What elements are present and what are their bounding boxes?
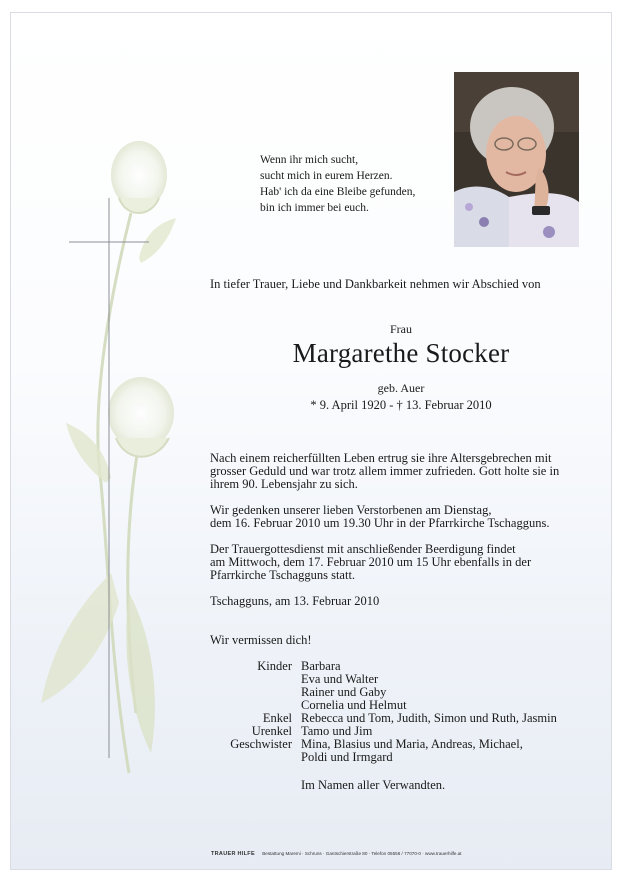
closing-text: Im Namen aller Verwandten.	[301, 778, 446, 792]
family-names: Tamo und Jim	[301, 724, 373, 738]
family-names: Poldi und Irmgard	[301, 750, 393, 764]
family-names: Mina, Blasius und Maria, Andreas, Michael,	[301, 737, 523, 751]
funeral-paragraph	[210, 543, 590, 582]
family-names: Eva und Walter	[301, 672, 379, 686]
paragraph-line: Der Trauergottesdienst mit anschließender Beerdigung findet	[210, 542, 516, 556]
place-date: Tschagguns, am 13. Februar 2010	[210, 594, 380, 608]
paragraph-line: ihrem 90. Lebensjahr zu sich.	[210, 477, 358, 491]
poem-line: bin ich immer bei euch.	[260, 202, 369, 214]
family-names: Barbara	[301, 659, 341, 673]
deceased-name: Margarethe Stocker	[292, 338, 510, 368]
footer	[211, 851, 462, 857]
family-list	[210, 660, 601, 764]
family-names: Rainer und Gaby	[301, 685, 387, 699]
intro-text: In tiefer Trauer, Liebe und Dankbarkeit nehmen wir Abschied von	[210, 277, 541, 291]
paragraph-line: grosser Geduld und war trotz allem immer zufrieden. Gott holte sie in	[210, 464, 560, 478]
family-role: Kinder	[257, 659, 292, 673]
paragraph-line: dem 16. Februar 2010 um 19.30 Uhr in der Pfarrkirche Tschagguns.	[210, 516, 550, 530]
miss-you-text: Wir vermissen dich!	[210, 633, 312, 647]
white-rose-cross-decoration	[11, 13, 211, 869]
family-group-children	[210, 660, 601, 712]
family-names: Rebecca und Tom, Judith, Simon und Ruth, Jasmin	[301, 711, 557, 725]
life-paragraph	[210, 452, 590, 491]
title-prefix: Frau	[390, 322, 412, 336]
family-role: Geschwister	[230, 737, 292, 751]
paragraph-line: Pfarrkirche Tschagguns statt.	[210, 568, 356, 582]
family-role: Enkel	[262, 711, 292, 725]
obituary-card	[10, 12, 612, 870]
paragraph-line: am Mittwoch, dem 17. Februar 2010 um 15 Uhr ebenfalls in der	[210, 555, 532, 569]
poem-line: Hab' ich da eine Bleibe gefunden,	[260, 186, 416, 198]
paragraph-line: Wir gedenken unserer lieben Verstorbenen am Dienstag,	[210, 503, 492, 517]
footer-text: Bestattung Maremi · Schruns · Gantschierstraße 80 · Telefon 05556 / 77070-0 · www.trauerhilfe.at	[262, 851, 462, 856]
footer-brand: TRAUER HILFE	[211, 851, 255, 857]
portrait-photo	[454, 72, 579, 247]
poem-line: sucht mich in eurem Herzen.	[260, 170, 393, 182]
maiden-name: geb. Auer	[377, 381, 425, 395]
paragraph-line: Nach einem reicherfüllten Leben ertrug sie ihre Altersgebrechen mit	[210, 451, 552, 465]
life-dates: * 9. April 1920 - † 13. Februar 2010	[310, 398, 492, 412]
memorial-paragraph	[210, 504, 590, 530]
family-names: Cornelia und Helmut	[301, 698, 407, 712]
poem-line: Wenn ihr mich sucht,	[260, 154, 359, 166]
poem	[260, 152, 415, 216]
family-group-siblings	[210, 738, 601, 764]
family-role: Urenkel	[251, 724, 292, 738]
